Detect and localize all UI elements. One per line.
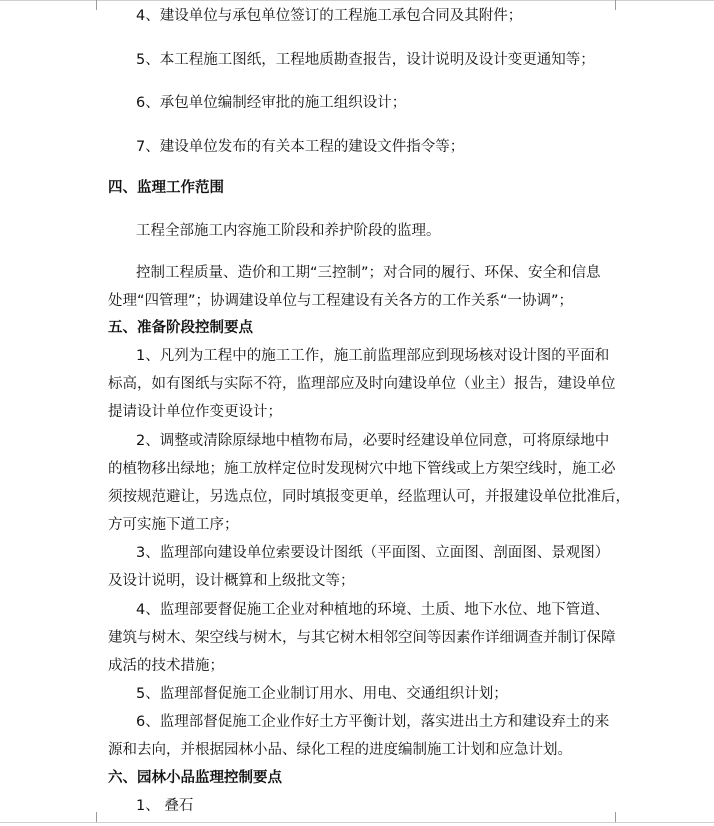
paragraph-line: 须按规范避让，另选点位，同时填报变更单，经监理认可，并报建设单位批准后， [108,489,630,505]
paragraph-line: 6、监理部督促施工企业作好土方平衡计划，落实进出土方和建设弃土的来 [136,714,610,730]
crop-mark-bottom-left [96,812,97,822]
paragraph-line: 1、凡列为工程中的施工工作，施工前监理部应到现场核对设计图的平面和 [136,348,610,364]
crop-mark-bottom-right [615,812,616,822]
paragraph-line: 5、监理部督促施工企业制订用水、用电、交通组织计划； [136,686,508,702]
paragraph-line: 处理“四管理”；协调建设单位与工程建设有关各方的工作关系“一协调”； [108,293,574,309]
list-item: 6、承包单位编制经审批的施工组织设计； [136,95,407,111]
crop-mark-top-left [96,0,97,10]
paragraph-line: 建筑与树木、架空线与树木，与其它树木相邻空间等因素作详细调查并制订保障 [108,630,616,646]
paragraph-line: 2、调整或清除原绿地中植物布局，必要时经建设单位同意，可将原绿地中 [136,433,610,449]
paragraph: 工程全部施工内容施工阶段和养护阶段的监理。 [136,223,441,239]
paragraph-line: 提请设计单位作变更设计； [108,404,282,420]
paragraph-line: 源和去向，并根据园林小品、绿化工程的进度编制施工计划和应急计划。 [108,742,572,758]
paragraph-line: 标高，如有图纸与实际不符，监理部应及时向建设单位（业主）报告，建设单位 [108,376,616,392]
paragraph-line: 及设计说明，设计概算和上级批文等； [108,573,355,589]
sub-item: 1、 叠石 [136,798,194,814]
list-item: 4、建设单位与承包单位签订的工程施工承包合同及其附件； [136,8,523,24]
section-heading: 五、准备阶段控制要点 [108,320,253,336]
crop-mark-top-right [615,0,616,10]
list-item: 7、建设单位发布的有关本工程的建设文件指令等； [136,139,465,155]
paragraph-line: 成活的技术措施； [108,658,224,674]
page-top-edge [0,0,714,1]
section-heading: 六、园林小品监理控制要点 [108,770,282,786]
paragraph-line: 方可实施下道工序； [108,517,239,533]
paragraph-line: 的植物移出绿地；施工放样定位时发现树穴中地下管线或上方架空线时，施工必 [108,461,616,477]
section-heading: 四、监理工作范围 [108,180,224,196]
paragraph-line: 3、监理部向建设单位索要设计图纸（平面图、立面图、剖面图、景观图） [136,545,610,561]
paragraph-line: 控制工程质量、造价和工期“三控制”；对合同的履行、环保、安全和信息 [136,265,601,281]
paragraph-line: 4、监理部要督促施工企业对种植地的环境、土质、地下水位、地下管道、 [136,602,610,618]
page-bottom-edge [0,822,714,823]
list-item: 5、本工程施工图纸，工程地质勘查报告，设计说明及设计变更通知等； [136,52,595,68]
